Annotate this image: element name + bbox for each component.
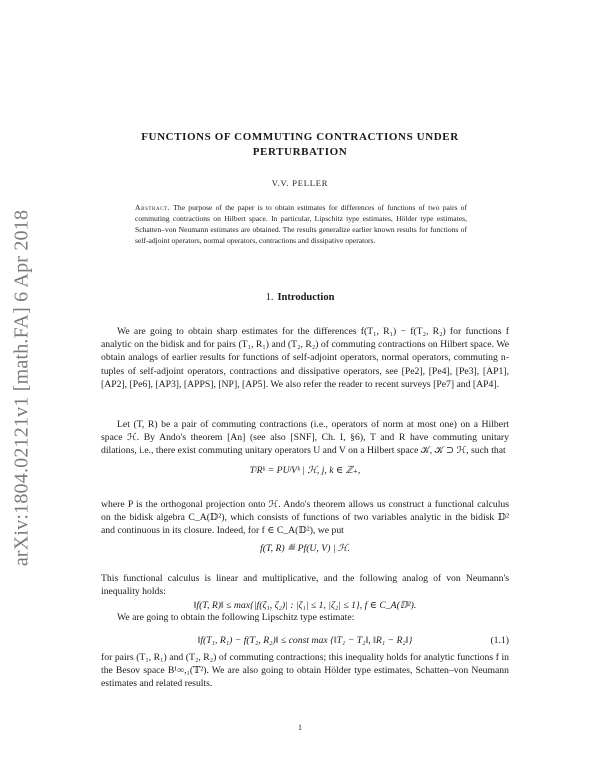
paper-title <box>100 130 500 160</box>
abstract-label: Abstract. <box>135 203 171 212</box>
title-line-2: PERTURBATION <box>252 146 348 158</box>
equation-von-neumann: ‖f(T, R)‖ ≤ max{|f(ζ₁, ζ₂)| : |ζ₁| ≤ 1, |ζ₂| ≤ 1}, f ∈ C_A(𝔻²). <box>193 600 417 611</box>
arxiv-identifier: arXiv:1804.02121v1 [math.FA] 6 Apr 2018 <box>10 209 33 567</box>
equation-number: (1.1) <box>490 635 509 646</box>
paragraph-2: Let (T, R) be a pair of commuting contractions (i.e., operators of norm at most one) on a Hilbert space ℋ. By Ando's theorem [An] (see also [SNF], Ch. I, §6), T and R have commuting unitary dilations, i.e., there exist commuting unitary operators U and V on a Hilbert space 𝒦, 𝒦 ⊃ ℋ, such that <box>101 419 509 457</box>
page-number: 1 <box>298 723 302 732</box>
abstract-text: The purpose of the paper is to obtain estimates for differences of functions of two pairs of commuting contractions on Hilbert space. In particular, Lipschitz type estimates, Hölder type estimates, Schatten–von Neumann estimates are obtained. The results generalize earlier known results for functions of self-adjoint operators, normal operators, contractions and dissipative operators. <box>135 203 467 246</box>
section-heading <box>100 292 500 303</box>
paragraph-4: This functional calculus is linear and multiplicative, and the following analog of von Neumann's inequality holds: <box>101 573 509 598</box>
section-number: 1. <box>265 292 274 303</box>
section-title: Introduction <box>277 292 335 303</box>
equation-lipschitz-body: ‖f(T₁, R₁) − f(T₂, R₂)‖ ≤ const max {‖T₁ − T₂‖, ‖R₁ − R₂‖} <box>197 635 413 646</box>
author-name: V.V. PELLER <box>271 178 329 188</box>
paragraph-1: We are going to obtain sharp estimates for the differences f(T₁, R₁) − f(T₂, R₂) for functions f analytic on the bidisk and for pairs (T₁, R₁) and (T₂, R₂) of commuting contractions on Hilbert space. We obtain analogs of earlier results for functions of self-adjoint operators, normal operators, commuting n-tuples of self-adjoint operators, contractions and dissipative operators, see [Pe2], [Pe4], [Pe3], [AP1], [AP2], [Pe6], [AP3], [APPS], [NP], [AP5]. We also refer the reader to recent surveys [Pe7] and [AP4]. <box>101 326 509 390</box>
equation-functional-calculus: f(T, R) ≝ Pf(U, V) | ℋ. <box>260 543 350 554</box>
paragraph-3: where P is the orthogonal projection onto ℋ. Ando's theorem allows us construct a functional calculus on the bidisk algebra C_A(𝔻²), which consists of functions of two variables analytic in the bidisk 𝔻² and continuous in its closure. Indeed, for f ∈ C_A(𝔻²), we put <box>101 499 509 537</box>
abstract <box>135 202 467 246</box>
paragraph-5-intro: We are going to obtain the following Lipschitz type estimate: <box>117 612 355 623</box>
paragraph-5: for pairs (T₁, R₁) and (T₂, R₂) of commuting contractions; this inequality holds for analytic functions f in the Besov space B¹∞,₁(𝕋²). We are also going to obtain Hölder type estimates, Schatten–von Neumann estimates and related results. <box>101 652 509 690</box>
equation-dilation: TʲRᵏ = PUʲVᵏ | ℋ, j, k ∈ ℤ₊, <box>249 465 361 476</box>
equation-lipschitz <box>101 635 509 646</box>
title-line-1: FUNCTIONS OF COMMUTING CONTRACTIONS UNDER <box>141 131 459 143</box>
